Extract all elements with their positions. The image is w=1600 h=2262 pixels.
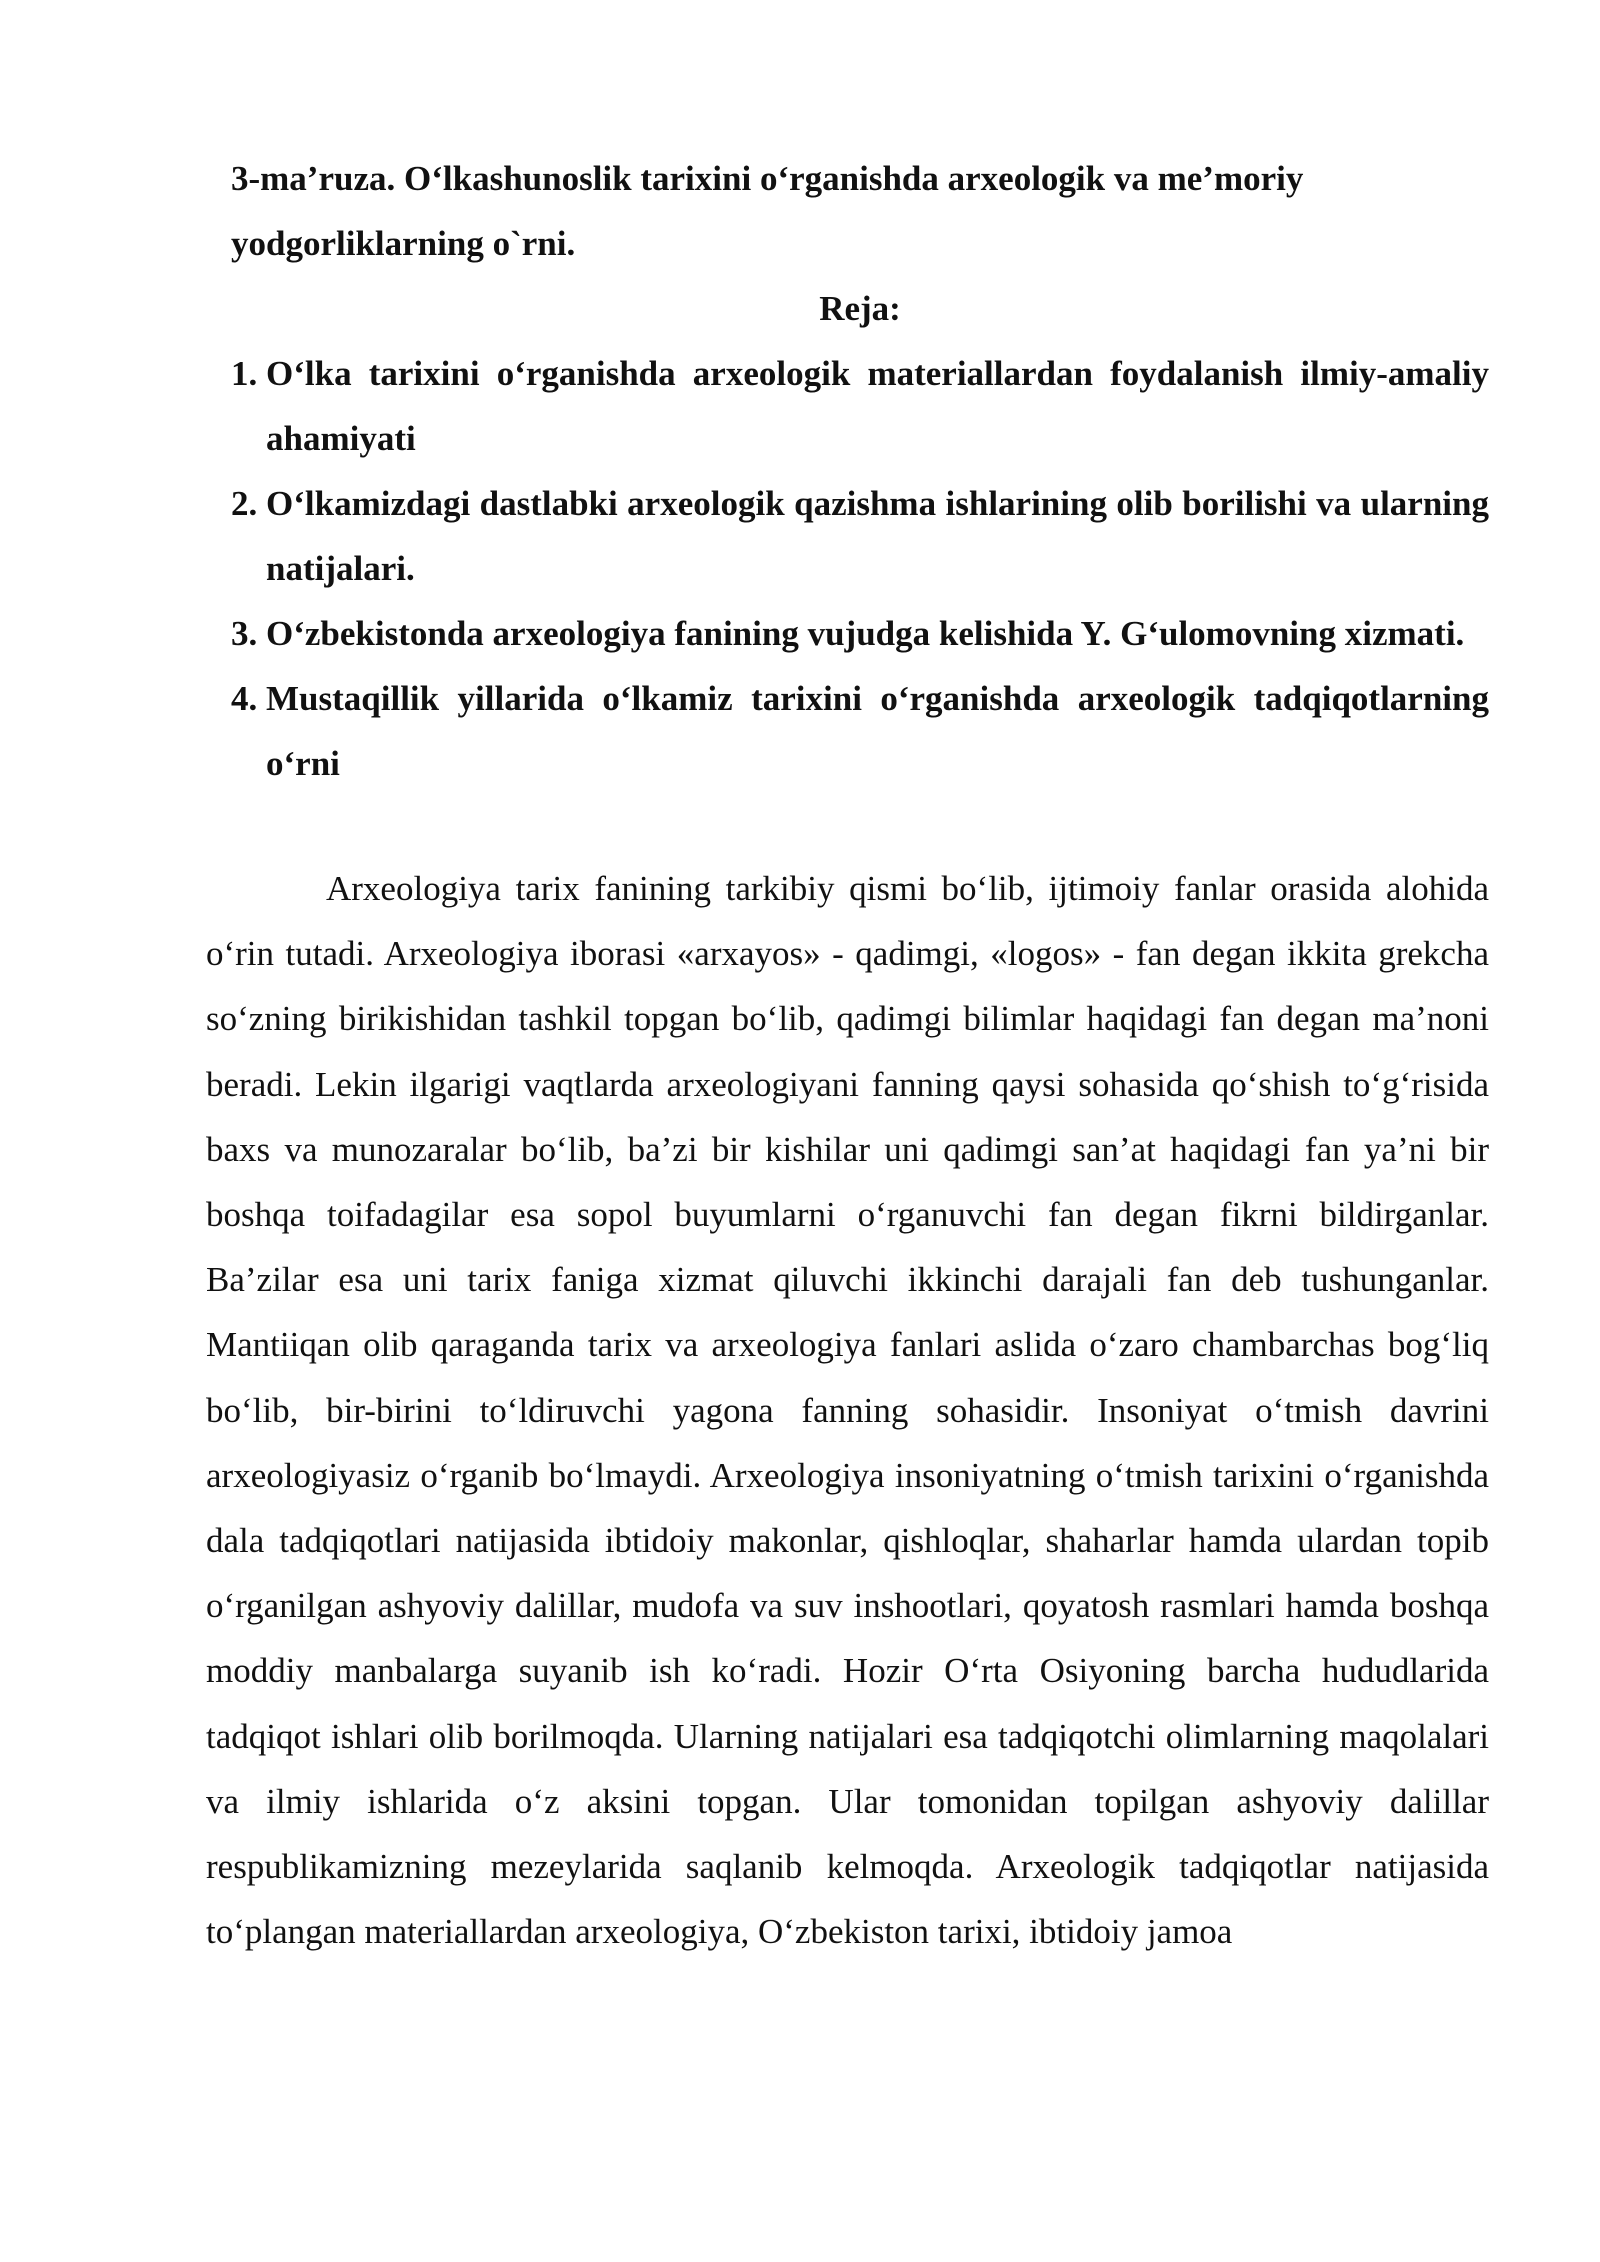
lecture-title: 3-ma’ruza. O‘lkashunoslik tarixini o‘rganishda arxeologik va me’moriy yodgorliklarning o`rni.	[231, 159, 1304, 263]
body-paragraph: Arxeologiya tarix fanining tarkibiy qismi bo‘lib, ijtimoiy fanlar orasida alohida o‘rin tutadi. Arxeologiya iborasi «arxayos» - qadimgi, «logos» - fan degan ikkita grekcha so‘zning birikishidan tashkil topgan bo‘lib, qadimgi bilimlar haqidagi fan degan ma’noni beradi. Lekin ilgarigi vaqtlarda arxeologiyani fanning qaysi sohasida qo‘shish to‘g‘risida baxs va munozaralar bo‘lib, ba’zi bir kishilar uni qadimgi san’at haqidagi fan ya’ni bir boshqa toifadagilar esa sopol buyumlarni o‘rganuvchi fan degan fikrni bildirganlar. Ba’zilar esa uni tarix faniga xizmat qiluvchi ikkinchi darajali fan deb tushunganlar. Mantiiqan olib qaraganda tarix va arxeologiya fanlari aslida o‘zaro chambarchas bog‘liq bo‘lib, bir-birini to‘ldiruvchi yagona fanning sohasidir. Insoniyat o‘tmish davrini arxeologiyasiz o‘rganib bo‘lmaydi. Arxeologiya insoniyatning o‘tmish tarixini o‘rganishda dala tadqiqotlari natijasida ibtidoiy makonlar, qishloqlar, shaharlar hamda ulardan topib o‘rganilgan ashyoviy dalillar, mudofa va suv inshootlari, qoyatosh rasmlari hamda boshqa moddiy manbalarga suyanib ish ko‘radi. Hozir O‘rta Osiyoning barcha hududlarida tadqiqot ishlari olib borilmoqda. Ularning natijalari esa tadqiqotchi olimlarning maqolalari va ilmiy ishlarida o‘z aksini topgan. Ular tomonidan topilgan ashyoviy dalillar respublikamizning mezeylarida saqlanib kelmoqda. Arxeologik tadqiqotlar natijasida to‘plangan materiallardan arxeologiya, O‘zbekiston tarixi, ibtidoiy jamoa	[206, 869, 1489, 1952]
plan-item-text: Mustaqillik yillarida o‘lkamiz tarixini o‘rganishda arxeologik tadqiqotlarning o‘rni	[266, 679, 1489, 783]
plan-item-number: 1.	[231, 354, 258, 393]
plan-item-text: O‘lkamizdagi dastlabki arxeologik qazishma ishlarining olib borilishi va ularning natijalari.	[266, 484, 1489, 588]
plan-item	[231, 341, 1489, 471]
plan-item-number: 3.	[231, 614, 258, 653]
plan-list	[206, 341, 1489, 796]
plan-heading: Reja:	[819, 289, 901, 328]
plan-item-text: O‘zbekistonda arxeologiya fanining vujudga kelishida Y. G‘ulomovning xizmati.	[266, 614, 1465, 653]
plan-item	[231, 666, 1489, 796]
document-content	[206, 146, 1489, 1964]
plan-item-number: 2.	[231, 484, 258, 523]
plan-item-number: 4.	[231, 679, 258, 718]
plan-item	[231, 601, 1489, 666]
plan-item-text: O‘lka tarixini o‘rganishda arxeologik materiallardan foydalanish ilmiy-amaliy ahamiyati	[266, 354, 1489, 458]
plan-item	[231, 471, 1489, 601]
